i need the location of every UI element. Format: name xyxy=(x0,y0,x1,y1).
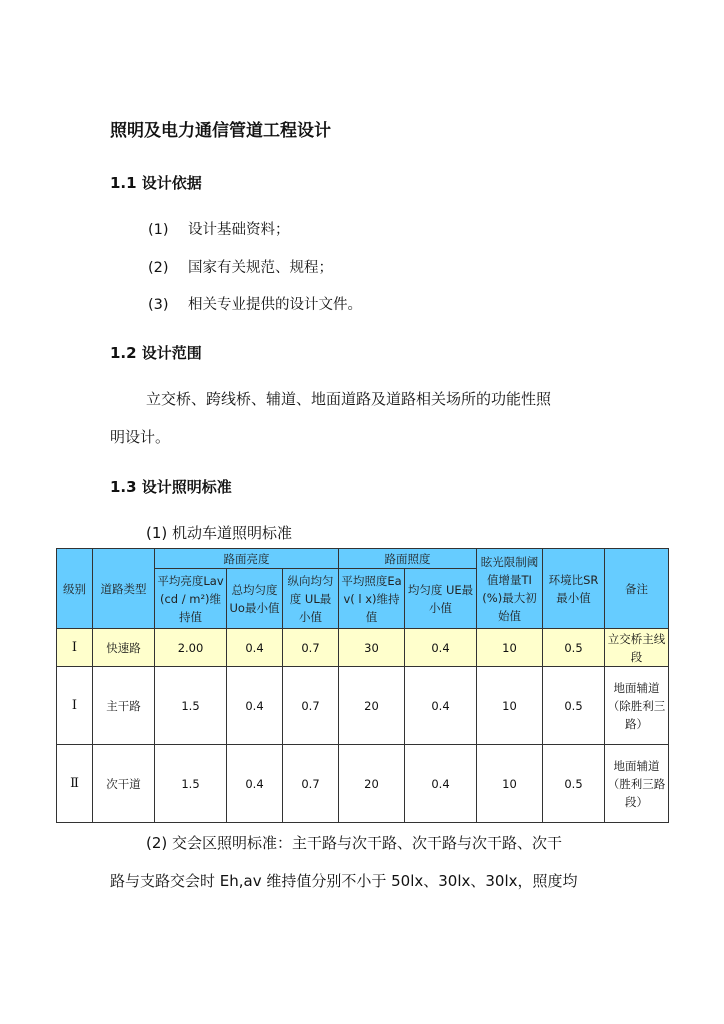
header-lav: 平均亮度Lav(cd / m²)维持值 xyxy=(155,569,227,629)
cell-note: 立交桥主线段 xyxy=(605,629,669,667)
cell-note: 地面辅道（胜利三路段） xyxy=(605,745,669,823)
basis-item-text: 相关专业提供的设计文件。 xyxy=(188,297,362,313)
cell-ue: 0.4 xyxy=(405,745,477,823)
table-row xyxy=(57,745,669,823)
basis-item-number: (2) xyxy=(148,260,169,276)
cell-uo: 0.4 xyxy=(227,745,283,823)
cell-ti: 10 xyxy=(477,667,543,745)
basis-item-text: 国家有关规范、规程； xyxy=(188,260,333,276)
header-luminance-group: 路面亮度 xyxy=(155,549,339,569)
header-illuminance-group: 路面照度 xyxy=(339,549,477,569)
cell-road: 主干路 xyxy=(93,667,155,745)
cell-grade: Ⅱ xyxy=(57,745,93,823)
header-eav: 平均照度Eav( l x)维持值 xyxy=(339,569,405,629)
page-title: 照明及电力通信管道工程设计 xyxy=(110,121,331,141)
cell-ue: 0.4 xyxy=(405,667,477,745)
cell-sr: 0.5 xyxy=(543,745,605,823)
table-row xyxy=(57,629,669,667)
basis-item xyxy=(148,293,362,314)
cell-ti: 10 xyxy=(477,745,543,823)
header-note: 备注 xyxy=(605,549,669,629)
cell-ti: 10 xyxy=(477,629,543,667)
intersection-standard-line2: 路与支路交会时 Eh,av 维持值分别不小于 50lx、30lx、30lx，照度均 xyxy=(110,872,578,890)
scope-paragraph-line1: 立交桥、跨线桥、辅道、地面道路及道路相关场所的功能性照 xyxy=(146,390,552,408)
cell-ul: 0.7 xyxy=(283,629,339,667)
header-grade: 级别 xyxy=(57,549,93,629)
cell-road: 次干道 xyxy=(93,745,155,823)
cell-uo: 0.4 xyxy=(227,629,283,667)
basis-item-text: 设计基础资料； xyxy=(188,222,290,238)
basis-item xyxy=(148,218,290,239)
basis-item-number: (1) xyxy=(148,222,169,238)
basis-item-number: (3) xyxy=(148,297,169,313)
header-road-type: 道路类型 xyxy=(93,549,155,629)
cell-lav: 1.5 xyxy=(155,745,227,823)
intersection-standard-line1: (2) 交会区照明标准：主干路与次干路、次干路与次干路、次干 xyxy=(146,834,563,852)
cell-grade: Ⅰ xyxy=(57,629,93,667)
section-heading-basis: 1.1 设计依据 xyxy=(110,174,202,192)
header-uo: 总均匀度 Uo最小值 xyxy=(227,569,283,629)
cell-eav: 20 xyxy=(339,745,405,823)
cell-uo: 0.4 xyxy=(227,667,283,745)
cell-note: 地面辅道（除胜利三路） xyxy=(605,667,669,745)
cell-road: 快速路 xyxy=(93,629,155,667)
motorway-standard-caption: (1) 机动车道照明标准 xyxy=(146,524,293,542)
cell-lav: 2.00 xyxy=(155,629,227,667)
cell-ue: 0.4 xyxy=(405,629,477,667)
section-heading-standards: 1.3 设计照明标准 xyxy=(110,478,232,496)
cell-ul: 0.7 xyxy=(283,667,339,745)
cell-lav: 1.5 xyxy=(155,667,227,745)
section-heading-scope: 1.2 设计范围 xyxy=(110,344,202,362)
header-glare-ti: 眩光限制阈值增量TI(%)最大初始值 xyxy=(477,549,543,629)
header-ul: 纵向均匀度 UL最小值 xyxy=(283,569,339,629)
cell-ul: 0.7 xyxy=(283,745,339,823)
cell-sr: 0.5 xyxy=(543,629,605,667)
scope-paragraph-line2: 明设计。 xyxy=(110,428,171,446)
header-ue: 均匀度 UE最小值 xyxy=(405,569,477,629)
cell-sr: 0.5 xyxy=(543,667,605,745)
lighting-standard-table xyxy=(56,548,669,823)
table-row xyxy=(57,667,669,745)
header-sr: 环境比SR最小值 xyxy=(543,549,605,629)
cell-eav: 20 xyxy=(339,667,405,745)
cell-eav: 30 xyxy=(339,629,405,667)
basis-item xyxy=(148,256,333,277)
cell-grade: Ⅰ xyxy=(57,667,93,745)
